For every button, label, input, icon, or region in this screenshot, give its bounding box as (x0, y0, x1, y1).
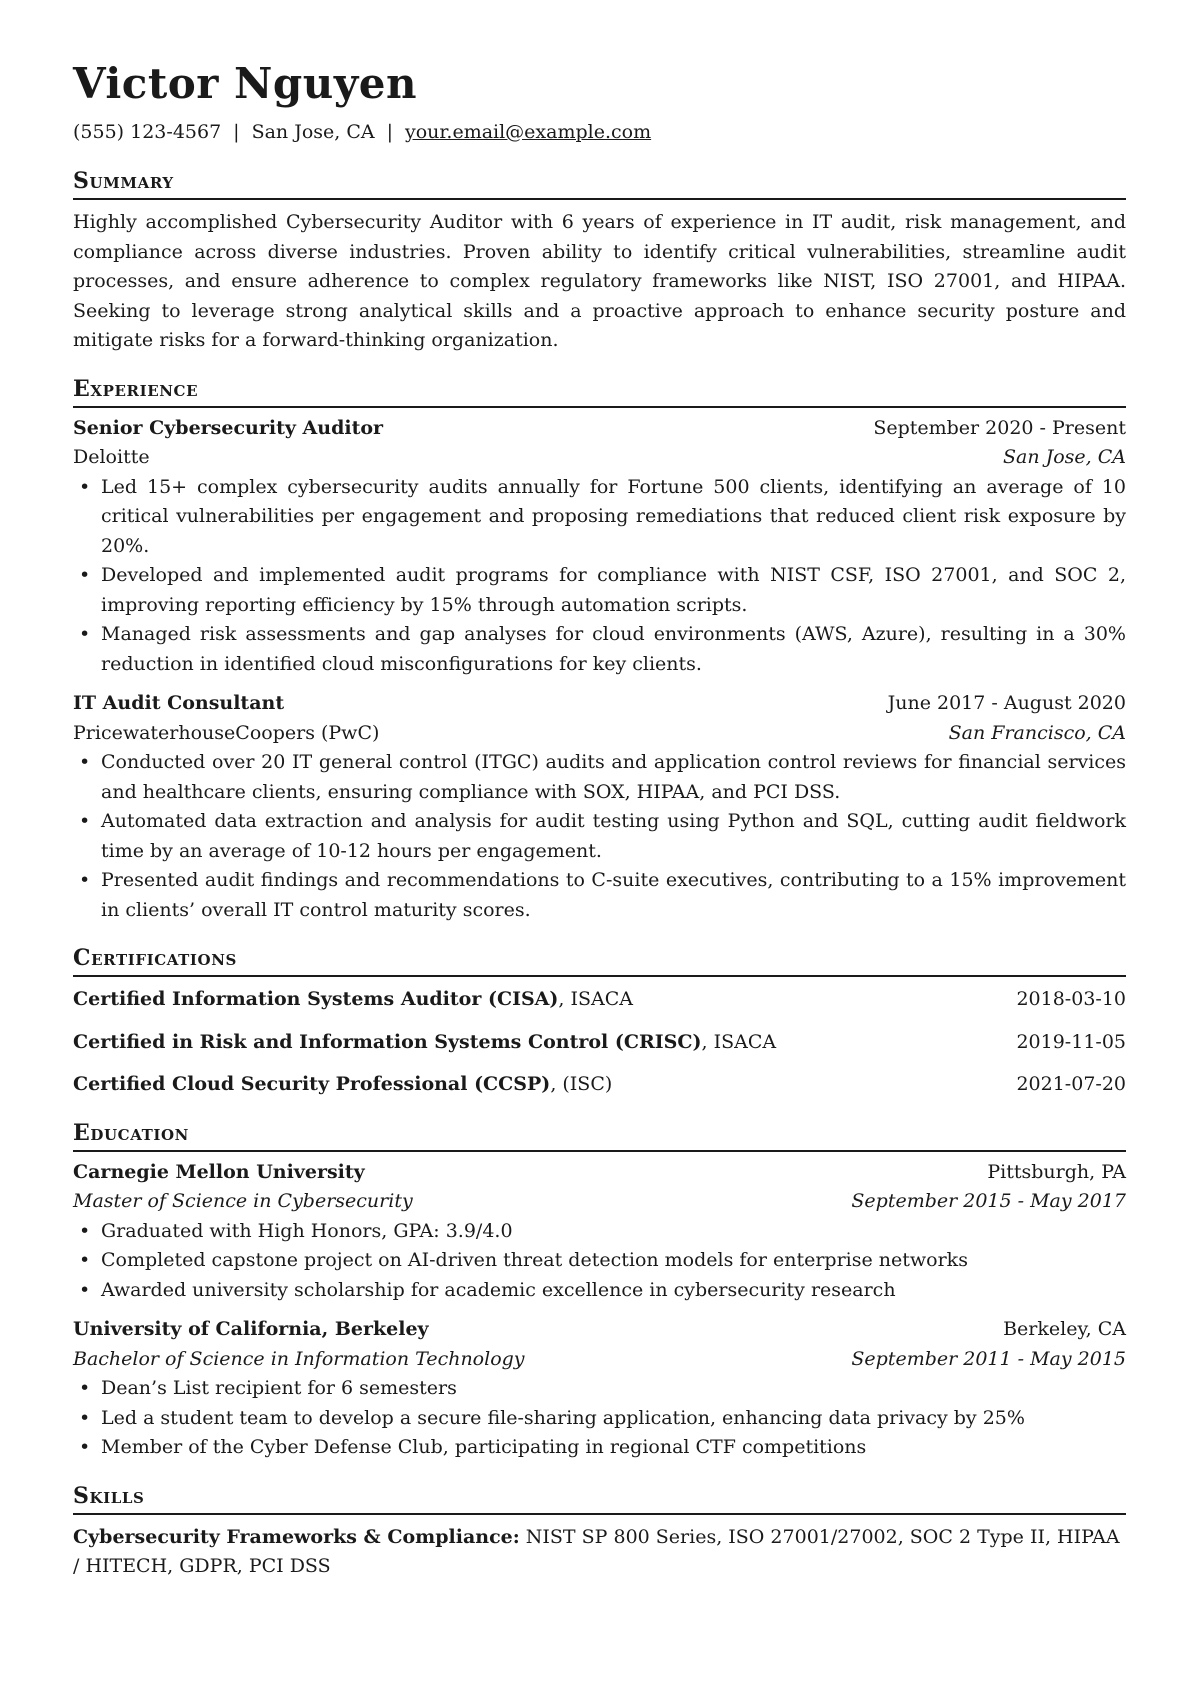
list-item: • Dean’s List recipient for 6 semesters (73, 1374, 1126, 1404)
education-bullets (73, 1374, 1126, 1463)
job-bullets (73, 748, 1126, 925)
degree-name: Master of Science in Cybersecurity (73, 1190, 413, 1212)
education-dates: September 2015 - May 2017 (851, 1190, 1126, 1212)
certifications-section (73, 943, 1126, 1100)
job-entry (73, 689, 1126, 925)
list-item: • Completed capstone project on AI-driven threat detection models for enterprise networks (73, 1246, 1126, 1276)
degree-name: Bachelor of Science in Information Technology (73, 1347, 525, 1370)
list-item: • Graduated with High Honors, GPA: 3.9/4.0 (73, 1217, 1126, 1247)
bullet-icon: • (79, 1278, 91, 1301)
phone-number: (555) 123-4567 (73, 121, 222, 143)
list-item: • Member of the Cyber Defense Club, participating in regional CTF competitions (73, 1433, 1126, 1463)
list-item: • Developed and implemented audit programs for compliance with NIST CSF, ISO 27001, and SOC 2, improving reporting efficiency by 15% through automation scripts. (73, 561, 1126, 620)
skills-list: NIST SP 800 Series, ISO 27001/27002, SOC 2 Type II, HIPAA / HITECH, GDPR, PCI DSS (73, 1525, 1120, 1577)
contact-line (73, 118, 1126, 146)
skills-text (73, 1523, 1126, 1582)
bullet-icon: • (79, 1377, 91, 1399)
section-heading-certifications: Certifications (73, 943, 1126, 977)
certification-name: Certified Information Systems Auditor (CISA) (73, 988, 559, 1010)
bullet-icon: • (79, 1406, 91, 1429)
list-item: • Led 15+ complex cybersecurity audits annually for Fortune 500 clients, identifying an average of 10 critical vulnerabilities per engagement and proposing remediations that reduced client risk exposure by 20%. (73, 473, 1126, 562)
job-header (73, 414, 1126, 444)
certification-issuer: , (ISC) (550, 1073, 613, 1095)
company-name: Deloitte (73, 446, 150, 468)
section-heading-experience: Experience (73, 374, 1126, 408)
job-header (73, 689, 1126, 719)
skills-label: Cybersecurity Frameworks & Compliance: (73, 1525, 520, 1548)
certification-issuer: , ISACA (558, 988, 634, 1010)
candidate-name: Victor Nguyen (73, 59, 417, 108)
section-heading-education: Education (73, 1118, 1126, 1152)
job-title: IT Audit Consultant (73, 692, 285, 714)
education-section (73, 1118, 1126, 1463)
certification-name: Certified in Risk and Information Systems Control (CRISC) (73, 1030, 702, 1053)
school-location: Berkeley, CA (1003, 1318, 1126, 1340)
certification-row (73, 1028, 1126, 1058)
list-item: • Awarded university scholarship for academic excellence in cybersecurity research (73, 1276, 1126, 1306)
section-heading-summary: Summary (73, 166, 1126, 200)
bullet-icon: • (79, 1436, 91, 1458)
job-subheader (73, 443, 1126, 473)
bullet-icon: • (79, 1219, 91, 1242)
list-item: • Automated data extraction and analysis for audit testing using Python and SQL, cutting audit fieldwork time by an average of 10-12 hours per engagement. (73, 807, 1126, 866)
contact-separator: | (233, 121, 240, 143)
school-location: Pittsburgh, PA (987, 1160, 1126, 1183)
bullet-icon: • (79, 810, 91, 832)
certification-date: 2019-11-05 (1016, 1030, 1126, 1053)
education-entry (73, 1315, 1126, 1463)
summary-section (73, 166, 1126, 356)
job-dates: June 2017 - August 2020 (887, 692, 1126, 714)
job-title: Senior Cybersecurity Auditor (73, 416, 384, 439)
bullet-icon: • (79, 751, 91, 773)
education-dates: September 2011 - May 2015 (851, 1347, 1126, 1370)
list-item: • Conducted over 20 IT general control (ITGC) audits and application control reviews for financial services and healthcare clients, ensuring compliance with SOX, HIPAA, and PCI DSS. (73, 748, 1126, 807)
certification-date: 2018-03-10 (1016, 988, 1126, 1010)
resume-page (73, 56, 1126, 1582)
experience-section (73, 374, 1126, 926)
certification-date: 2021-07-20 (1016, 1073, 1126, 1095)
email-link[interactable]: your.email@example.com (405, 121, 652, 143)
skills-section (73, 1481, 1126, 1582)
education-entry (73, 1158, 1126, 1306)
certification-name: Certified Cloud Security Professional (CCSP) (73, 1073, 551, 1095)
certification-row (73, 1070, 1126, 1100)
education-header (73, 1158, 1126, 1188)
bullet-icon: • (79, 475, 91, 498)
bullet-icon: • (79, 564, 91, 586)
education-subheader (73, 1345, 1126, 1375)
contact-separator: | (386, 121, 393, 143)
job-bullets (73, 473, 1126, 680)
job-location: San Francisco, CA (948, 721, 1126, 744)
list-item: • Led a student team to develop a secure file-sharing application, enhancing data privacy by 25% (73, 1404, 1126, 1434)
bullet-icon: • (79, 869, 91, 891)
summary-text: Highly accomplished Cybersecurity Auditor with 6 years of experience in IT audit, risk management, and compliance across diverse industries. Proven ability to identify critical vulnerabilities, streamline audit processes, and ensure adherence to complex regulatory frameworks like NIST, ISO 27001, and HIPAA. Seeking to leverage strong analytical skills and a proactive approach to enhance security posture and mitigate risks for a forward-thinking organization. (73, 211, 1126, 351)
education-bullets (73, 1217, 1126, 1306)
certification-row (73, 985, 1126, 1015)
job-entry (73, 414, 1126, 680)
job-subheader (73, 719, 1126, 749)
bullet-icon: • (79, 623, 91, 645)
school-name: Carnegie Mellon University (73, 1160, 365, 1183)
education-subheader (73, 1187, 1126, 1217)
contact-location: San Jose, CA (251, 121, 375, 143)
certification-issuer: , ISACA (701, 1030, 777, 1053)
bullet-icon: • (79, 1249, 91, 1271)
education-header (73, 1315, 1126, 1345)
section-heading-skills: Skills (73, 1481, 1126, 1515)
list-item: • Presented audit findings and recommendations to C-suite executives, contributing to a 15% improvement in clients’ overall IT control maturity scores. (73, 866, 1126, 925)
list-item: • Managed risk assessments and gap analyses for cloud environments (AWS, Azure), resulting in a 30% reduction in identified cloud misconfigurations for key clients. (73, 620, 1126, 679)
school-name: University of California, Berkeley (73, 1318, 429, 1340)
company-name: PricewaterhouseCoopers (PwC) (73, 721, 380, 744)
job-location: San Jose, CA (1002, 446, 1126, 468)
job-dates: September 2020 - Present (873, 416, 1126, 439)
